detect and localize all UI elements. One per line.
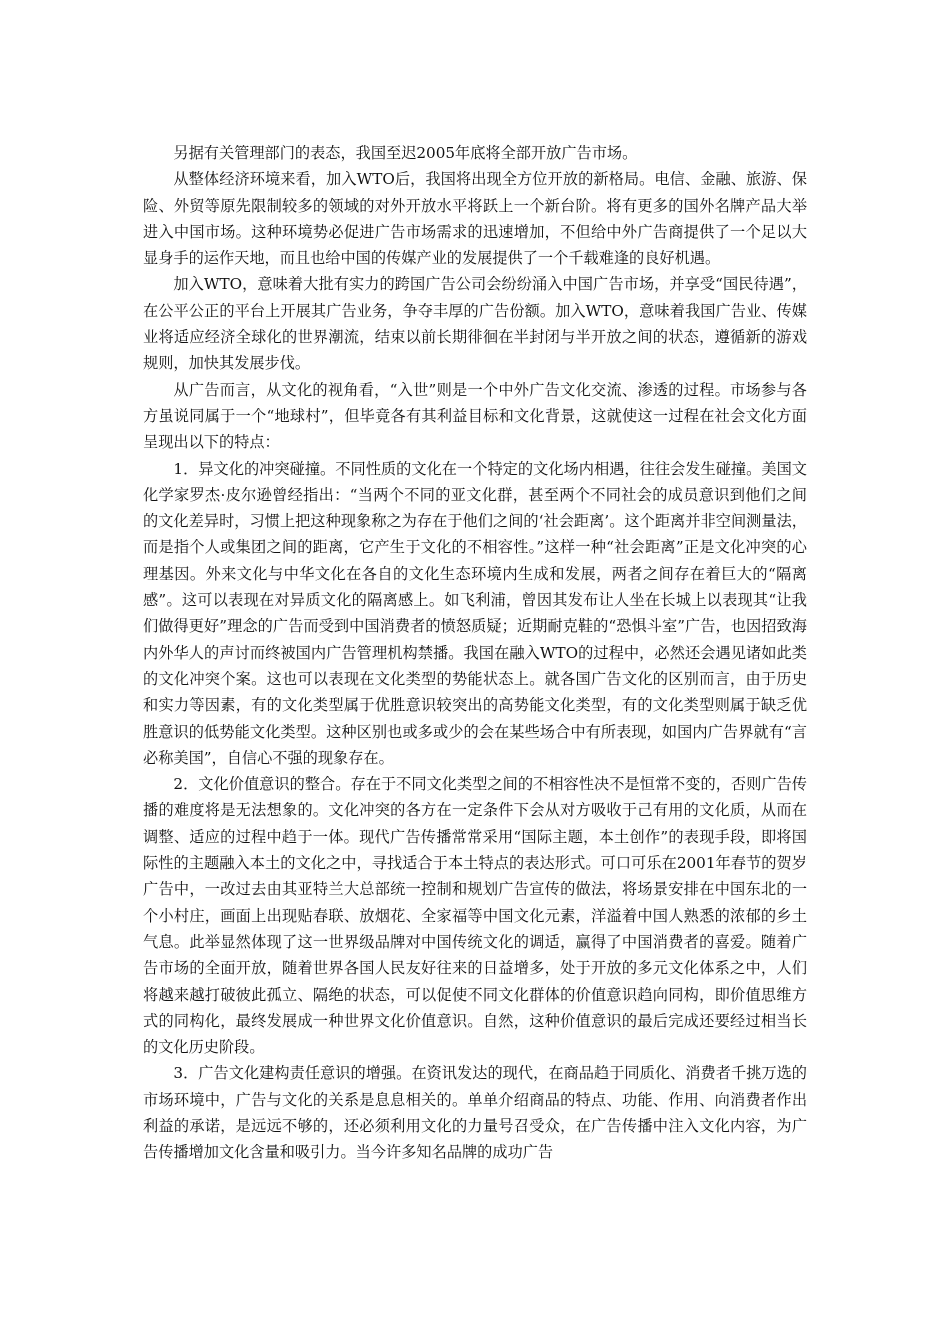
paragraph-cultural-perspective: 从广告而言，从文化的视角看，“入世”则是一个中外广告文化交流、渗透的过程。市场参与各方虽说同属于一个“地球村”，但毕竟各有其利益目标和文化背景，这就使这一过程在社会文化方面呈现出以下的特点： xyxy=(143,380,807,452)
paragraph-value-integration: 2．文化价值意识的整合。存在于不同文化类型之间的不相容性决不是恒常不变的，否则广告传播的难度将是无法想象的。文化冲突的各方在一定条件下会从对方吸收于己有用的文化质，从而在调整、适应的过程中趋于一体。现代广告传播常常采用“国际主题，本土创作”的表现手段，即将国际性的主题融入本土的文化之中，寻找适合于本土特点的表达形式。可口可乐在2001年春节的贺岁广告中，一改过去由其亚特兰大总部统一控制和规划广告宣传的做法，将场景安排在中国东北的一个小村庄，画面上出现贴春联、放烟花、全家福等中国文化元素，洋溢着中国人熟悉的浓郁的乡土气息。此举显然体现了这一世界级品牌对中国传统文化的调适，赢得了中国消费者的喜爱。随着广告市场的全面开放，随着世界各国人民友好往来的日益增多，处于开放的多元文化体系之中，人们将越来越打破彼此孤立、隔绝的状态，可以促使不同文化群体的价值意识趋向同构，即价值思维方式的同构化，最终发展成一种世界文化价值意识。自然，这种价值意识的最后完成还要经过相当长的文化历史阶段。 xyxy=(143,775,807,1057)
document-body xyxy=(143,140,807,1166)
paragraph-responsibility-awareness: 3．广告文化建构责任意识的增强。在资讯发达的现代，在商品趋于同质化、消费者千挑万选的市场环境中，广告与文化的关系是息息相关的。单单介绍商品的特点、功能、作用、向消费者作出利益的承诺，是远远不够的，还必须利用文化的力量号召受众，在广告传播中注入文化内容，为广告传播增加文化含量和吸引力。当今许多知名品牌的成功广告 xyxy=(143,1064,807,1162)
paragraph-wto-meaning: 加入WTO，意味着大批有实力的跨国广告公司会纷纷涌入中国广告市场，并享受“国民待遇”，在公平公正的平台上开展其广告业务，争夺丰厚的广告份额。加入WTO，意味着我国广告业、传媒业将适应经济全球化的世界潮流，结束以前长期徘徊在半封闭与半开放之间的状态，遵循新的游戏规则，加快其发展步伐。 xyxy=(143,275,807,373)
paragraph-economic-environment: 从整体经济环境来看，加入WTO后，我国将出现全方位开放的新格局。电信、金融、旅游、保险、外贸等原先限制较多的领域的对外开放水平将跃上一个新台阶。将有更多的国外名牌产品大举进入中国市场。这种环境势必促进广告市场需求的迅速增加，不但给中外广告商提供了一个足以大显身手的运作天地，而且也给中国的传媒产业的发展提供了一个千载难逢的良好机遇。 xyxy=(143,170,807,268)
paragraph-cultural-conflict: 1．异文化的冲突碰撞。不同性质的文化在一个特定的文化场内相遇，往往会发生碰撞。美国文化学家罗杰·皮尔逊曾经指出：“当两个不同的亚文化群，甚至两个不同社会的成员意识到他们之间的文化差异时，习惯上把这种现象称之为存在于他们之间的‘社会距离’。这个距离并非空间测量法，而是指个人或集团之间的距离，它产生于文化的不相容性。”这样一种“社会距离”正是文化冲突的心理基因。外来文化与中华文化在各自的文化生态环境内生成和发展，两者之间存在着巨大的“隔离感”。这可以表现在对异质文化的隔离感上。如飞利浦，曾因其发布让人坐在长城上以表现其“让我们做得更好”理念的广告而受到中国消费者的愤怒质疑；近期耐克鞋的“恐惧斗室”广告，也因招致海内外华人的声讨而终被国内广告管理机构禁播。我国在融入WTO的过程中，必然还会遇见诸如此类的文化冲突个案。这也可以表现在文化类型的势能状态上。就各国广告文化的区别而言，由于历史和实力等因素，有的文化类型属于优胜意识较突出的高势能文化类型，有的文化类型则属于缺乏优胜意识的低势能文化类型。这种区别也或多或少的会在某些场合中有所表现，如国内广告界就有“言必称美国”，自信心不强的现象存在。 xyxy=(143,459,807,767)
paragraph-ad-market-opening: 另据有关管理部门的表态，我国至迟2005年底将全部开放广告市场。 xyxy=(173,144,638,162)
